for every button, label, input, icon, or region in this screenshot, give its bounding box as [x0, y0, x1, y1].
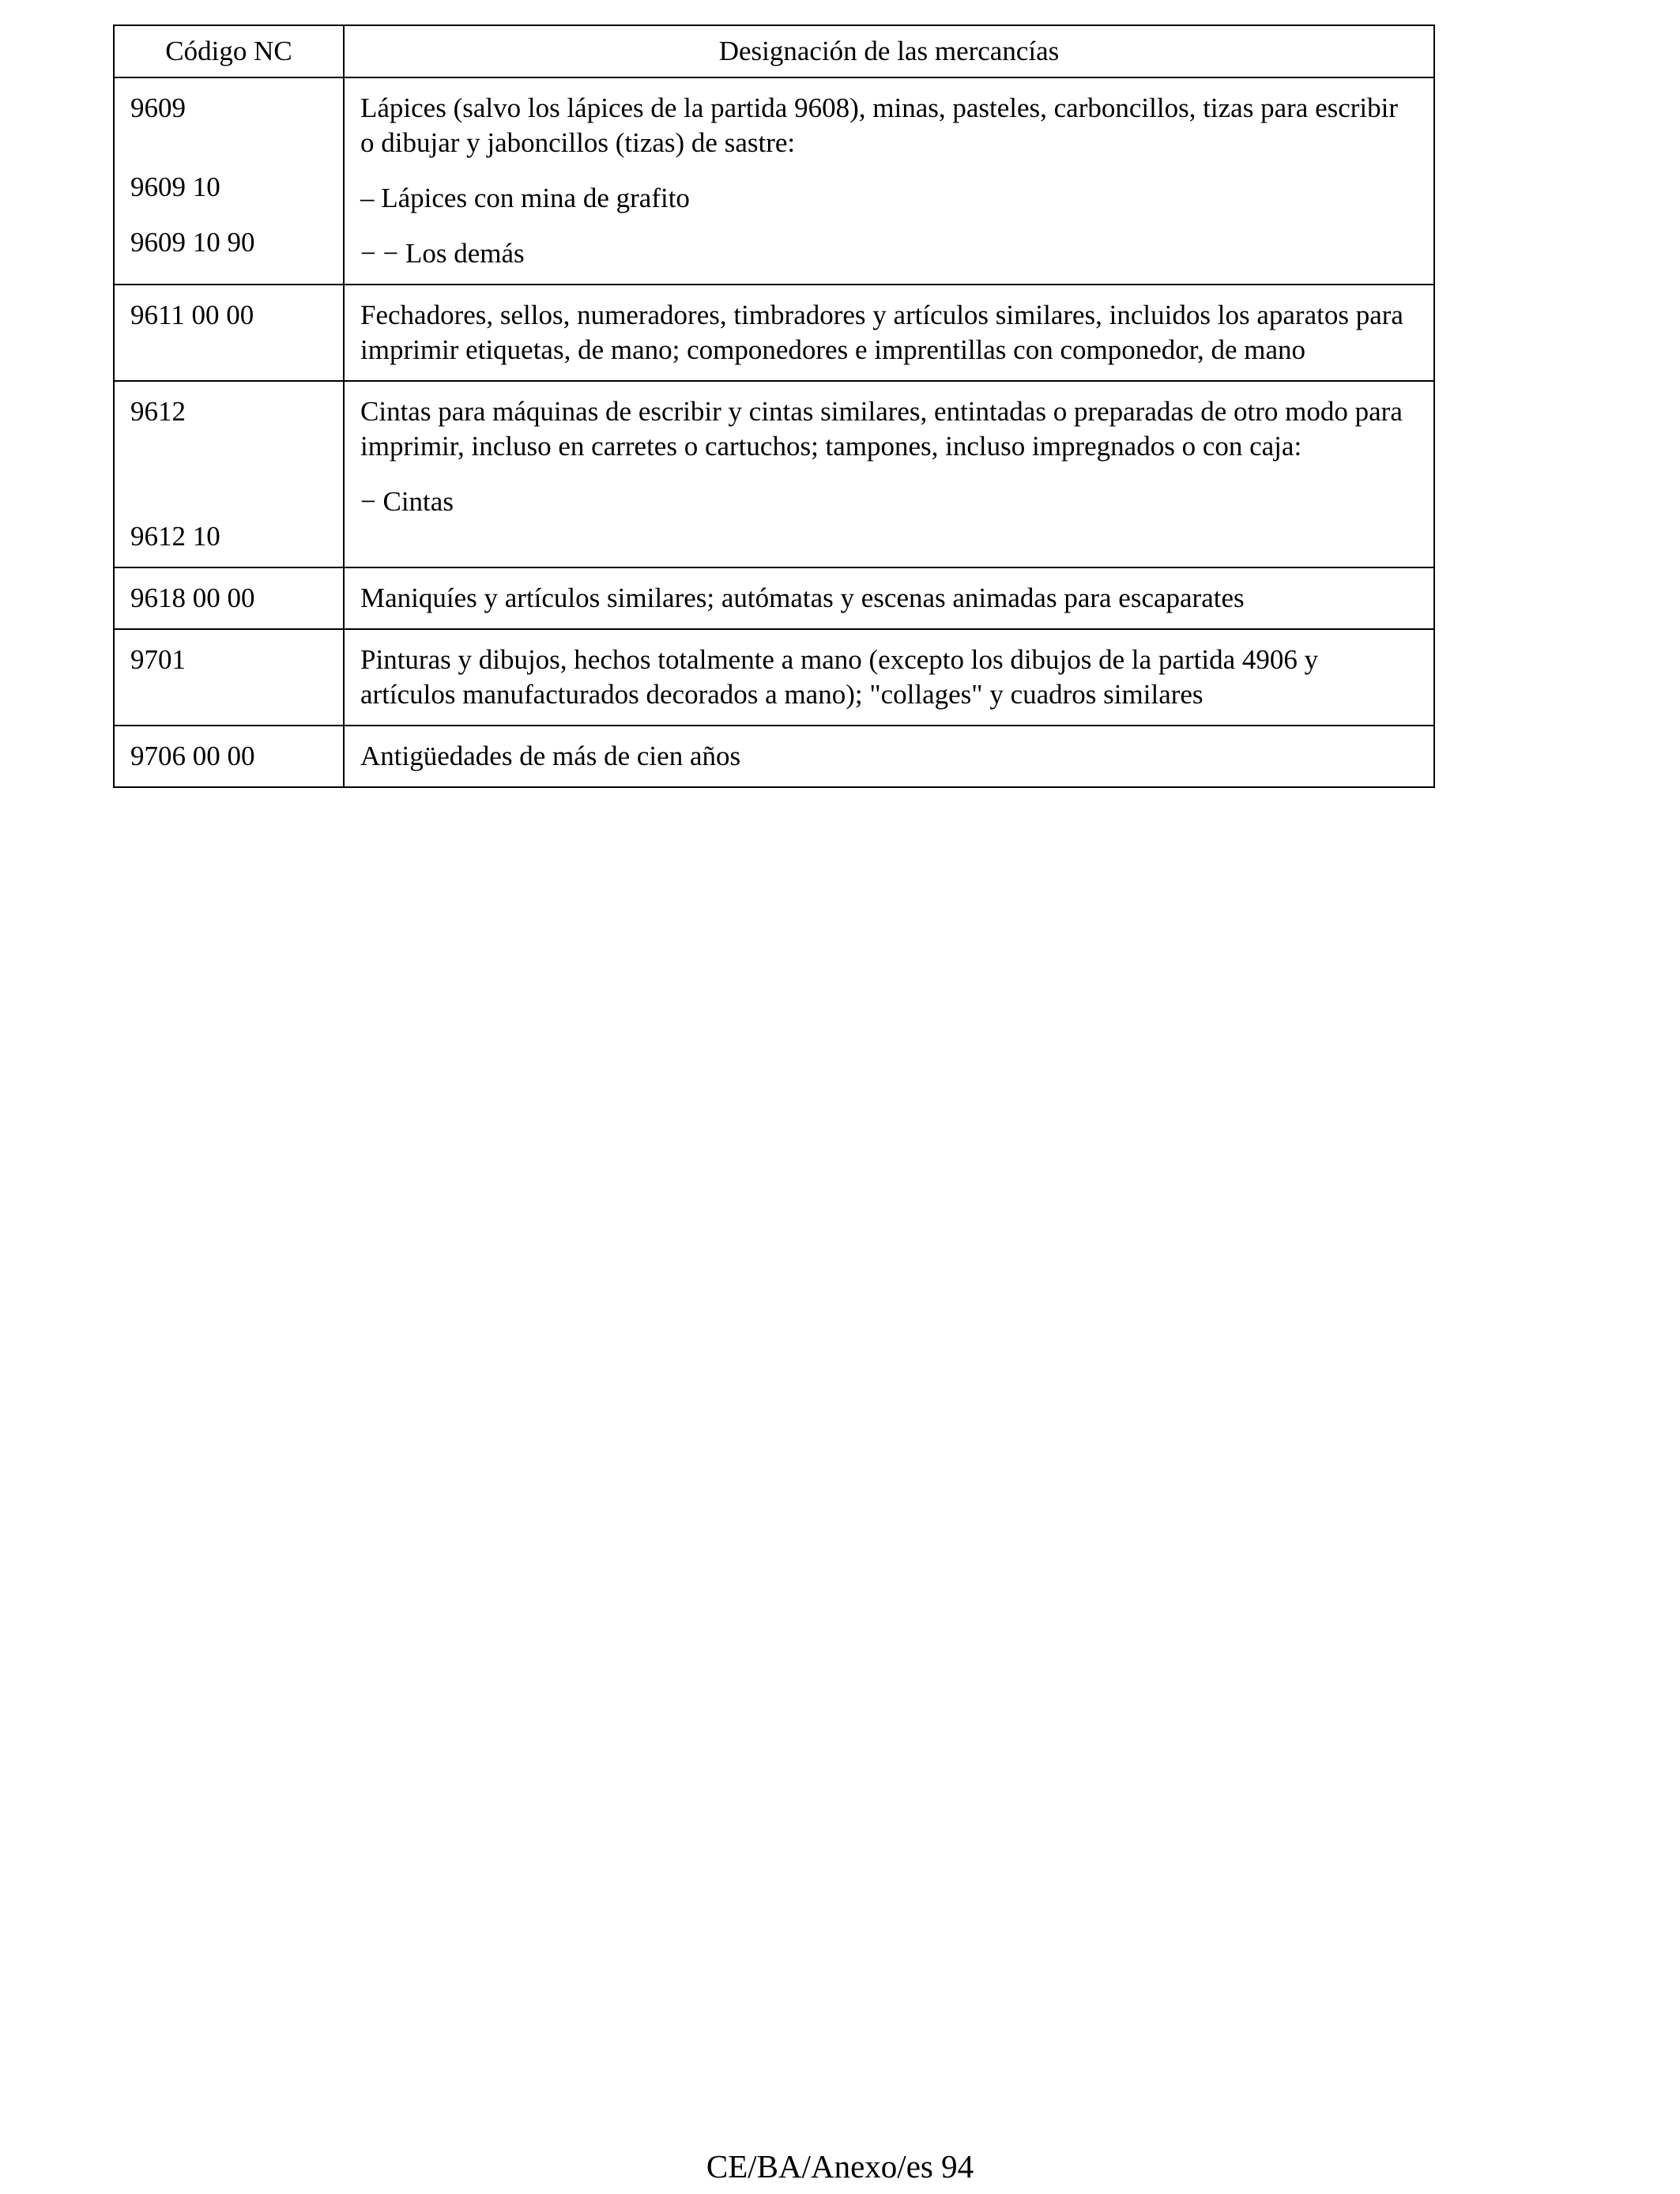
description-text: − − Los demás [360, 238, 525, 269]
description-cell [344, 381, 1434, 567]
description-text: − Cintas [360, 486, 454, 517]
code-text: 9609 [130, 92, 186, 123]
description-text: Antigüedades de más de cien años [360, 741, 741, 771]
code-text: 9618 00 00 [130, 582, 255, 613]
tariff-table [113, 25, 1435, 788]
description-text: Lápices (salvo los lápices de la partida 9608), minas, pasteles, carboncillos, tizas para escribir o dibujar y jaboncillos (tizas) de sastre: [360, 92, 1399, 158]
table-row [114, 567, 1434, 629]
table-row [114, 381, 1434, 567]
table-header-row [114, 25, 1434, 77]
description-text: Cintas para máquinas de escribir y cintas similares, entintadas o preparadas de otro modo para imprimir, incluso en carretes o cartuchos; tampones, incluso impregnados o con caja: [360, 396, 1403, 462]
code-text: 9609 10 90 [130, 227, 255, 258]
table-row [114, 629, 1434, 726]
code-cell [114, 629, 344, 726]
description-cell [344, 629, 1434, 726]
description-text: Pinturas y dibujos, hechos totalmente a mano (excepto los dibujos de la partida 4906 y artículos manufacturados decorados a mano); "collages" y cuadros similares [360, 644, 1319, 710]
description-cell [344, 77, 1434, 285]
table-row [114, 285, 1434, 381]
description-cell [344, 285, 1434, 381]
code-text: 9612 [130, 396, 186, 427]
code-text: 9609 10 [130, 172, 220, 202]
code-text: 9706 00 00 [130, 741, 255, 771]
description-text: Maniquíes y artículos similares; autómatas y escenas animadas para escaparates [360, 582, 1245, 613]
header-code: Código NC [114, 25, 344, 77]
table-row [114, 726, 1434, 787]
code-text: 9612 10 [130, 521, 220, 552]
code-cell [114, 567, 344, 629]
description-text: Fechadores, sellos, numeradores, timbradores y artículos similares, incluidos los aparatos para imprimir etiquetas, de mano; componedores e imprentillas con componedor, de mano [360, 300, 1403, 365]
header-description: Designación de las mercancías [344, 25, 1434, 77]
description-cell [344, 726, 1434, 787]
code-cell [114, 726, 344, 787]
code-text: 9611 00 00 [130, 300, 254, 330]
code-cell [114, 77, 344, 285]
code-cell [114, 381, 344, 567]
page-footer-reference: CE/BA/Anexo/es 94 [706, 2148, 974, 2185]
table-row [114, 77, 1434, 285]
description-text: – Lápices con mina de grafito [360, 183, 690, 213]
code-cell [114, 285, 344, 381]
description-cell [344, 567, 1434, 629]
code-text: 9701 [130, 644, 186, 675]
